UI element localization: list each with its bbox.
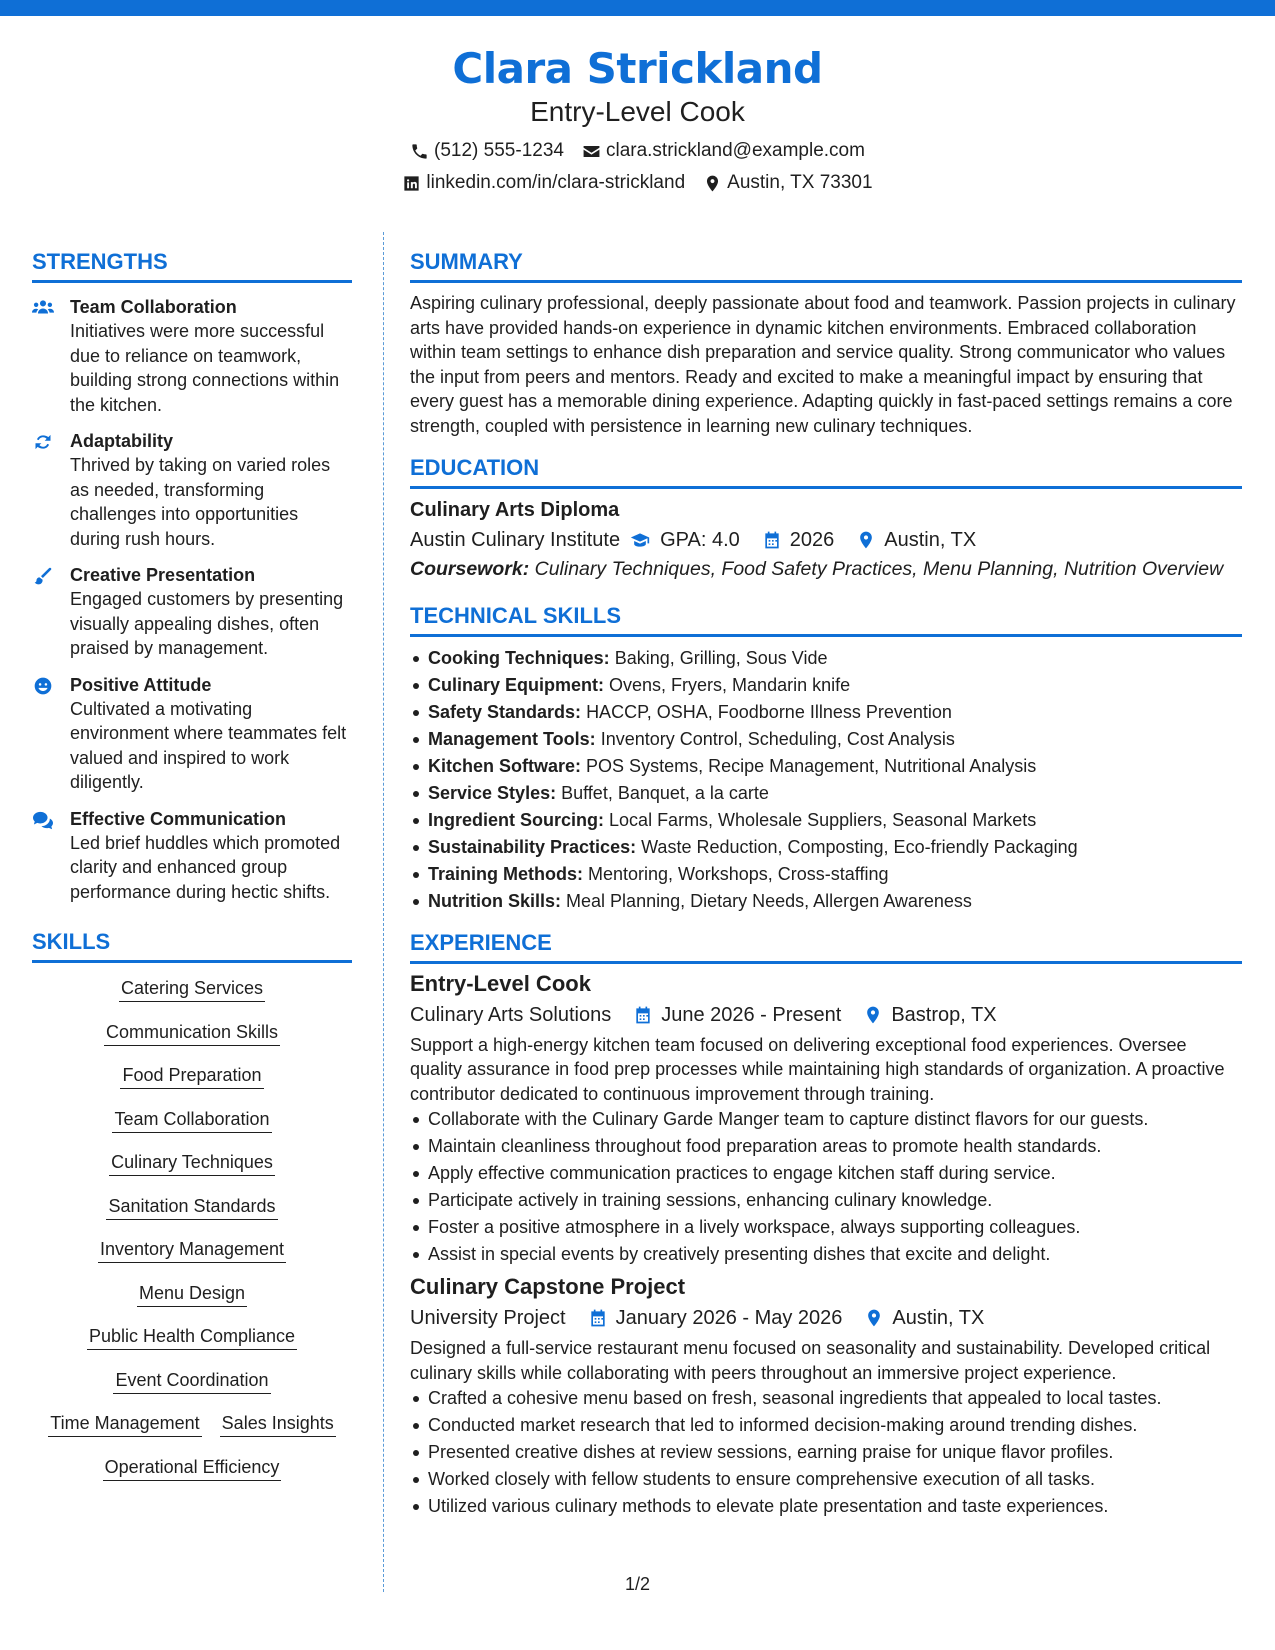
- strength-item: [32, 673, 352, 795]
- list-item: Assist in special events by creatively presenting dishes that excite and delight.: [410, 1241, 1242, 1268]
- education-meta: [410, 526, 1242, 554]
- job-dates: June 2026 - Present: [661, 1003, 842, 1026]
- page-number: 1/2: [624, 1574, 651, 1594]
- users-icon: [32, 298, 54, 318]
- strength-title: Team Collaboration: [70, 297, 237, 317]
- skill-tag: Food Preparation: [120, 1064, 263, 1089]
- job-meta: [410, 1001, 1242, 1029]
- tech-skill-value: Meal Planning, Dietary Needs, Allergen Awareness: [566, 890, 972, 911]
- strength-item: [32, 563, 352, 661]
- technical-skills-heading: TECHNICAL SKILLS: [410, 602, 1242, 637]
- list-item: [410, 888, 1242, 915]
- school-name: Austin Culinary Institute: [410, 529, 621, 551]
- map-pin-icon: [703, 174, 722, 193]
- list-item: Crafted a cohesive menu based on fresh, seasonal ingredients that appealed to local tastes.: [410, 1385, 1242, 1412]
- left-column: [32, 248, 352, 1499]
- list-item: [410, 861, 1242, 888]
- tech-skill-value: Local Farms, Wholesale Suppliers, Seasonal Markets: [609, 809, 1037, 830]
- tech-skill-label: Nutrition Skills:: [428, 890, 562, 911]
- list-item: [410, 807, 1242, 834]
- list-item: [410, 780, 1242, 807]
- summary-text: Aspiring culinary professional, deeply passionate about food and teamwork. Passion projects in culinary arts have provided hands-on experience in dynamic kitchen environments. Embraced collaboration within team settings to enhance dish preparation and service quality. Strong communicator who values the input from peers and mentors. Ready and excited to make a meaningful impact by ensuring that every guest has a memorable dining experience. Adapting quickly in fast-paced settings remains a core strength, coupled with persistence in learning new culinary techniques.: [410, 293, 1236, 436]
- envelope-icon: [582, 142, 601, 161]
- list-item: Participate actively in training sessions, enhancing culinary knowledge.: [410, 1187, 1242, 1214]
- skill-tag: Culinary Techniques: [109, 1151, 275, 1176]
- job-entry: [410, 1273, 1242, 1520]
- edu-year: 2026: [789, 529, 835, 551]
- strength-desc: Thrived by taking on varied roles as needed, transforming challenges into opportunities during rush hours.: [70, 455, 331, 549]
- tech-skill-label: Safety Standards:: [428, 701, 582, 722]
- list-item: Worked closely with fellow students to ensure comprehensive execution of all tasks.: [410, 1466, 1242, 1493]
- job-bullets: [410, 1385, 1242, 1520]
- job-description: Designed a full-service restaurant menu focused on seasonality and sustainability. Developed critical culinary skills while collaborating with peers throughout an immersive project experience.: [410, 1338, 1211, 1383]
- map-pin-icon: [856, 530, 876, 550]
- tech-skill-label: Service Styles:: [428, 782, 557, 803]
- skill-tag: Sanitation Standards: [106, 1195, 277, 1220]
- list-item: Apply effective communication practices to engage kitchen staff during service.: [410, 1160, 1242, 1187]
- strength-desc: Initiatives were more successful due to reliance on teamwork, building strong connections within the kitchen.: [70, 321, 340, 415]
- graduation-cap-icon: [628, 530, 652, 550]
- skill-tag: Communication Skills: [104, 1021, 280, 1046]
- strength-item: [32, 807, 352, 905]
- coursework-label: Coursework:: [410, 558, 530, 580]
- job-title: Culinary Capstone Project: [410, 1274, 686, 1300]
- education-heading: EDUCATION: [410, 454, 1242, 489]
- contact-row-2: [0, 171, 1275, 195]
- list-item: [410, 726, 1242, 753]
- linkedin-contact[interactable]: [402, 171, 685, 195]
- tech-skill-value: Baking, Grilling, Sous Vide: [614, 647, 828, 668]
- job-location: Bastrop, TX: [891, 1003, 997, 1026]
- strength-title: Creative Presentation: [70, 565, 256, 585]
- tech-skill-value: Buffet, Banquet, a la carte: [561, 782, 769, 803]
- list-item: Foster a positive atmosphere in a lively workspace, always supporting colleagues.: [410, 1214, 1242, 1241]
- skills-list: [32, 977, 352, 1481]
- strength-item: [32, 295, 352, 417]
- tech-skill-value: HACCP, OSHA, Foodborne Illness Prevention: [586, 701, 952, 722]
- candidate-title: Entry-Level Cook: [530, 96, 745, 127]
- list-item: [410, 834, 1242, 861]
- skill-tag: Public Health Compliance: [87, 1325, 297, 1350]
- gpa-text: GPA: 4.0: [660, 529, 740, 551]
- tech-skill-value: Mentoring, Workshops, Cross-staffing: [588, 863, 889, 884]
- edu-location: Austin, TX: [884, 529, 977, 551]
- strength-desc: Led brief huddles which promoted clarity and enhanced group performance during hectic shifts.: [70, 832, 341, 902]
- phone-icon: [410, 142, 429, 161]
- list-item: Maintain cleanliness throughout food preparation areas to promote health standards.: [410, 1133, 1242, 1160]
- skill-tag: Menu Design: [137, 1282, 247, 1307]
- linkedin-icon: [402, 174, 421, 193]
- tech-skill-label: Ingredient Sourcing:: [428, 809, 605, 830]
- list-item: [410, 699, 1242, 726]
- calendar-icon: [588, 1308, 608, 1328]
- degree-title: Culinary Arts Diploma: [410, 499, 620, 521]
- list-item: [410, 645, 1242, 672]
- experience-heading: EXPERIENCE: [410, 929, 1242, 964]
- candidate-name: Clara Strickland: [452, 44, 823, 93]
- comments-icon: [32, 810, 54, 830]
- tech-skill-label: Kitchen Software:: [428, 755, 582, 776]
- strength-desc: Cultivated a motivating environment where teammates felt valued and inspired to work diligently.: [70, 698, 347, 792]
- job-entry: [410, 970, 1242, 1268]
- location-text: Austin, TX 73301: [727, 172, 873, 193]
- list-item: [410, 753, 1242, 780]
- job-org: University Project: [410, 1307, 566, 1330]
- map-pin-icon: [863, 1005, 883, 1025]
- strength-title: Adaptability: [70, 431, 174, 451]
- strengths-heading: STRENGTHS: [32, 248, 352, 283]
- map-pin-icon: [864, 1308, 884, 1328]
- paintbrush-icon: [32, 566, 54, 586]
- column-divider: [383, 232, 384, 1592]
- job-bullets: [410, 1106, 1242, 1267]
- skill-tag: Inventory Management: [98, 1238, 286, 1263]
- skill-tag: Sales Insights: [220, 1412, 336, 1437]
- right-column: [410, 248, 1242, 1520]
- job-meta: [410, 1304, 1242, 1332]
- coursework-text: Culinary Techniques, Food Safety Practices, Menu Planning, Nutrition Overview: [534, 558, 1224, 580]
- coursework: [410, 557, 1242, 582]
- job-dates: January 2026 - May 2026: [615, 1307, 843, 1330]
- job-location: Austin, TX: [892, 1307, 985, 1330]
- phone-contact: [410, 139, 564, 163]
- tech-skill-label: Training Methods:: [428, 863, 583, 884]
- tech-skill-label: Cooking Techniques:: [428, 647, 610, 668]
- calendar-icon: [633, 1005, 653, 1025]
- tech-skill-label: Management Tools:: [428, 728, 596, 749]
- phone-text: (512) 555-1234: [434, 140, 564, 161]
- top-accent-bar: [0, 0, 1275, 16]
- strength-desc: Engaged customers by presenting visually appealing dishes, often praised by management.: [70, 589, 344, 658]
- contact-row-1: [0, 139, 1275, 163]
- tech-skill-value: Waste Reduction, Composting, Eco-friendly Packaging: [641, 836, 1078, 857]
- list-item: [410, 672, 1242, 699]
- tech-skill-label: Culinary Equipment:: [428, 674, 605, 695]
- strength-title: Effective Communication: [70, 808, 287, 829]
- tech-skill-value: POS Systems, Recipe Management, Nutritional Analysis: [586, 755, 1037, 776]
- list-item: Utilized various culinary methods to elevate plate presentation and taste experiences.: [410, 1493, 1242, 1520]
- list-item: Conducted market research that led to informed decision-making around trending dishes.: [410, 1412, 1242, 1439]
- skill-tag: Time Management: [48, 1412, 201, 1437]
- skill-tag: Team Collaboration: [112, 1108, 271, 1133]
- skill-tag: Event Coordination: [113, 1369, 270, 1394]
- list-item: Collaborate with the Culinary Garde Manger team to capture distinct flavors for our guests.: [410, 1106, 1242, 1133]
- technical-skills-list: [410, 645, 1242, 915]
- linkedin-text[interactable]: linkedin.com/in/clara-strickland: [426, 172, 686, 193]
- email-contact[interactable]: [582, 139, 865, 163]
- resume-header: [0, 42, 1275, 195]
- skill-tag: Operational Efficiency: [103, 1456, 282, 1481]
- list-item: Presented creative dishes at review sessions, earning praise for unique flavor profiles.: [410, 1439, 1242, 1466]
- skill-tag: Catering Services: [119, 977, 265, 1002]
- strength-item: [32, 429, 352, 551]
- tech-skill-value: Ovens, Fryers, Mandarin knife: [609, 674, 851, 695]
- email-text[interactable]: clara.strickland@example.com: [605, 140, 865, 161]
- skills-heading: SKILLS: [32, 928, 352, 963]
- job-title: Entry-Level Cook: [410, 970, 591, 996]
- calendar-icon: [762, 530, 782, 550]
- summary-heading: SUMMARY: [410, 248, 1242, 283]
- sync-icon: [32, 432, 54, 452]
- tech-skill-label: Sustainability Practices:: [428, 836, 637, 857]
- job-org: Culinary Arts Solutions: [410, 1003, 612, 1026]
- strength-title: Positive Attitude: [70, 674, 212, 695]
- tech-skill-value: Inventory Control, Scheduling, Cost Analysis: [600, 728, 955, 749]
- location-contact: [703, 171, 872, 195]
- job-description: Support a high-energy kitchen team focused on delivering exceptional food experiences. Oversee quality assurance in food prep processes while maintaining high standards of organization. A proactive contributor dedicated to continuous improvement through training.: [410, 1034, 1225, 1104]
- smile-icon: [32, 676, 54, 696]
